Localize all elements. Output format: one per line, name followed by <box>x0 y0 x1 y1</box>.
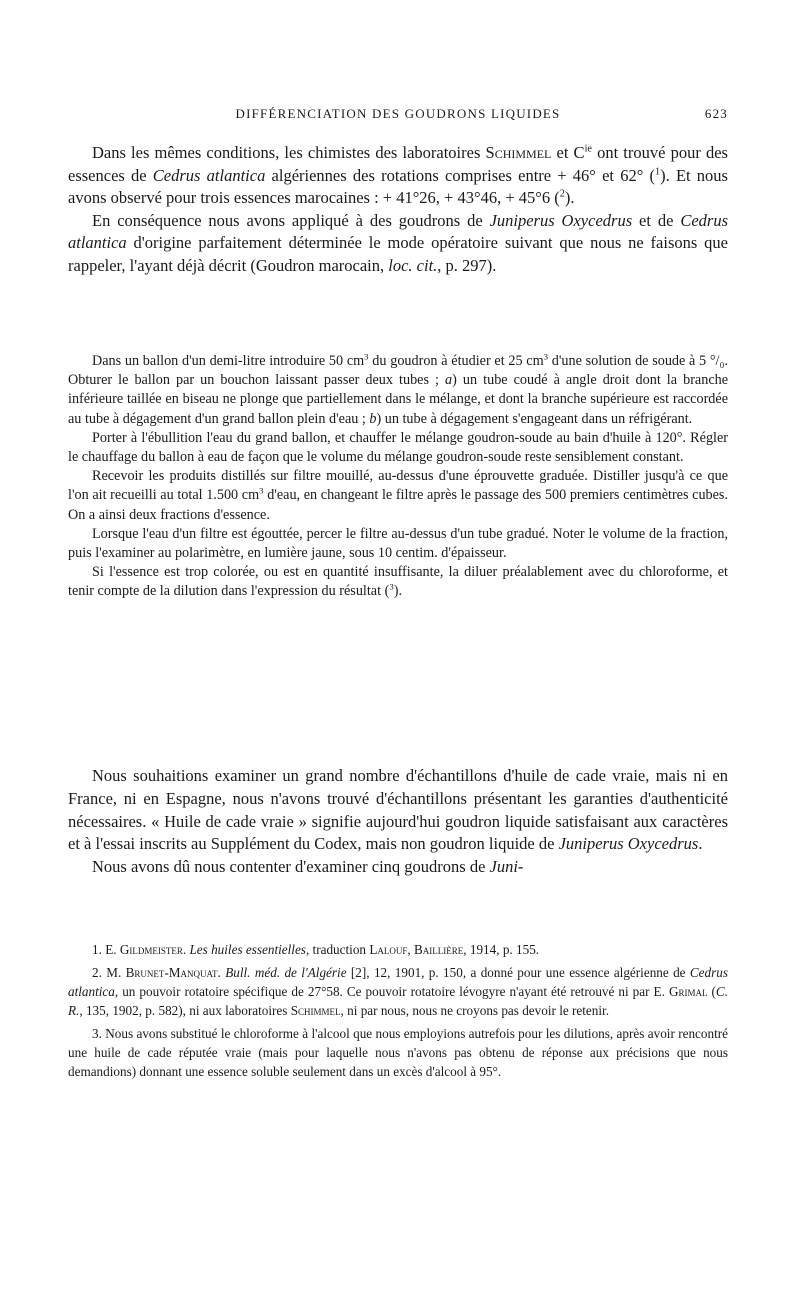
text-run: [2], 12, 1901, p. 150, a donné pour une essence algérienne de <box>346 965 690 980</box>
footnote-2 <box>68 963 728 1020</box>
paragraph-3 <box>68 765 728 856</box>
text-run: d'une solution de soude à 5 °/₀. Obturer le ballon par un bouchon laissant passer deux tubes ; <box>68 353 728 389</box>
list-marker: b <box>369 410 377 427</box>
text-run: . <box>698 834 703 854</box>
protocol-paragraph-1 <box>68 352 728 429</box>
text-run: . <box>182 942 190 957</box>
superscript: ie <box>584 143 592 155</box>
publisher-name: Lalouf, Baillière <box>369 942 464 957</box>
superscript: 3 <box>543 351 549 362</box>
footnote-1 <box>68 940 728 959</box>
text-run: , 135, 1902, p. 582), ni aux laboratoires <box>79 1003 291 1018</box>
author-name: Schimmel <box>485 143 552 162</box>
text-run: Si l'essence est trop colorée, ou est en quantité insuffisante, la diluer préalablement avec du chloroforme, et tenir compte de la dilution dans l'expression du résultat ( <box>68 564 728 600</box>
author-name: Brunet-Manquat <box>125 965 218 980</box>
work-title: C. R. <box>68 984 728 1018</box>
text-run: , 1914, p. 155. <box>463 942 540 957</box>
author-name: Gildmeister <box>119 942 183 957</box>
main-text-bottom <box>68 765 728 879</box>
text-run: ( <box>707 984 716 999</box>
protocol-paragraph-5 <box>68 563 728 601</box>
text-run: , un pouvoir rotatoire spécifique de 27°58. Ce pouvoir rotatoire lévogyre n'ayant été retrouvé ni par E. <box>114 984 669 999</box>
page-number: 623 <box>704 106 728 121</box>
paragraph-1 <box>68 142 728 210</box>
footnote-ref: 2 <box>559 188 565 200</box>
protocol-paragraph-3 <box>68 467 728 525</box>
text-run: ) un tube à dégagement s'engageant dans un réfrigérant. <box>376 410 693 427</box>
text-run: 1. E. <box>92 942 120 957</box>
text-run: Dans un ballon d'un demi-litre introduire 50 cm <box>92 353 365 369</box>
text-run: , traduction <box>305 942 370 957</box>
text-run: du goudron à étudier et 25 cm <box>368 353 544 369</box>
protocol-paragraph-4: Lorsque l'eau d'un filtre est égouttée, percer le filtre au-dessus d'un tube gradué. Noter le volume de la fraction, puis l'examiner au polarimètre, en lumière jaune, sous 10 centim. d'épaisseur. <box>68 525 728 562</box>
author-name: Grimal <box>668 984 708 999</box>
protocol-paragraph-2: Porter à l'ébullition l'eau du grand ballon, et chauffer le mélange goudron-soude au bain d'huile à 120°. Régler le chauffage du ballon à eau de façon que le volume du mélange goudron-soude reste sensiblement constant. <box>68 429 728 466</box>
text-run: En conséquence nous avons appliqué à des goudrons de <box>92 210 490 230</box>
text-run: Dans les mêmes conditions, les chimistes des laboratoires <box>92 143 486 162</box>
text-run: et C <box>551 143 585 162</box>
protocol-block <box>68 352 728 602</box>
text-run: ). <box>564 188 575 208</box>
footnote-3: 3. Nous avons substitué le chloroforme à l'alcool que nous employions autrefois pour les dilutions, après avoir rencontré une huile de cade réputée vraie (mais pour laquelle nous n'avons pas obtenu de réponse aux précisions que nous demandions) donnant une essence soluble seulement dans un excès d'alcool à 95°. <box>68 1026 728 1079</box>
text-run: ). <box>393 583 402 600</box>
species-name: Cedrus atlantica <box>152 165 266 185</box>
species-name: Juni- <box>489 857 524 877</box>
text-run: , ni par nous, nous ne croyons pas devoir le retenir. <box>340 1003 609 1018</box>
author-name: Schimmel <box>290 1003 341 1018</box>
text-run: algériennes des rotations comprises entre + 46° et 62° ( <box>265 165 656 185</box>
species-name: Juniperus Oxycedrus <box>558 834 699 854</box>
work-title: Les huiles essentielles <box>189 942 306 957</box>
footnote-ref: 3 <box>389 581 394 592</box>
text-run: Nous souhaitions examiner un grand nombre d'échantillons d'huile de cade vraie, mais ni en France, ni en Espagne, nous n'avons trouvé d'échantillons présentant les garanties d'authenticité nécessaires. « Huile de cade vraie » signifie aujourd'hui goudron liquide satisfaisant aux caractères et à l'essai inscrits au Supplément du Codex, mais non goudron liquide de <box>68 766 728 854</box>
text-run: ) un tube coudé à angle droit dont la branche inférieure taillée en biseau ne plonge que partiellement dans le mélange, et dont la branche supérieure est raccordée au tube à dégagement d'un grand ballon plein d'eau ; <box>68 372 729 427</box>
superscript: 3 <box>259 485 264 496</box>
paragraph-4 <box>68 856 728 879</box>
footnote-ref: 1 <box>655 166 661 178</box>
list-marker: a <box>445 372 453 389</box>
main-text-top <box>68 142 728 278</box>
text-run: ont trouvé pour des essences de <box>68 143 728 185</box>
text-run: d'eau, en changeant le filtre après le passage des 500 premiers centimètres cubes. On a ainsi deux fractions d'essence. <box>68 487 728 523</box>
text-run: Nous avons dû nous contenter d'examiner cinq goudrons de <box>92 857 490 877</box>
text-run: ). Et nous avons observé pour trois essences marocaines : + 41°26, + 43°46, + 45°6 ( <box>68 165 728 208</box>
species-name: Juniperus Oxycedrus <box>489 210 633 230</box>
text-run: 2. M. <box>92 965 126 980</box>
text-run: et de <box>632 210 681 230</box>
text-run: d'origine parfaitement déterminée le mode opératoire suivant que nous ne faisons que rappeler, l'ayant déjà décrit (Goudron marocain, <box>68 233 728 275</box>
footnotes <box>68 940 728 1085</box>
work-title: Bull. méd. de l'Algérie <box>225 965 347 980</box>
paragraph-2 <box>68 210 728 278</box>
superscript: 3 <box>364 351 369 362</box>
species-name: Cedrus atlantica <box>68 210 729 253</box>
text-run: . <box>217 965 226 980</box>
text-run: , p. 297). <box>437 255 497 275</box>
running-head-title: DIFFÉRENCIATION DES GOUDRONS LIQUIDES <box>235 106 561 121</box>
citation-abbrev: loc. cit. <box>388 255 438 275</box>
text-run: Recevoir les produits distillés sur filtre mouillé, au-dessus d'une éprouvette graduée. Distiller jusqu'à ce que l'on ait recueilli au total 1.500 cm <box>68 468 728 504</box>
running-head <box>68 106 728 126</box>
species-name: Cedrus atlantica <box>68 965 728 999</box>
